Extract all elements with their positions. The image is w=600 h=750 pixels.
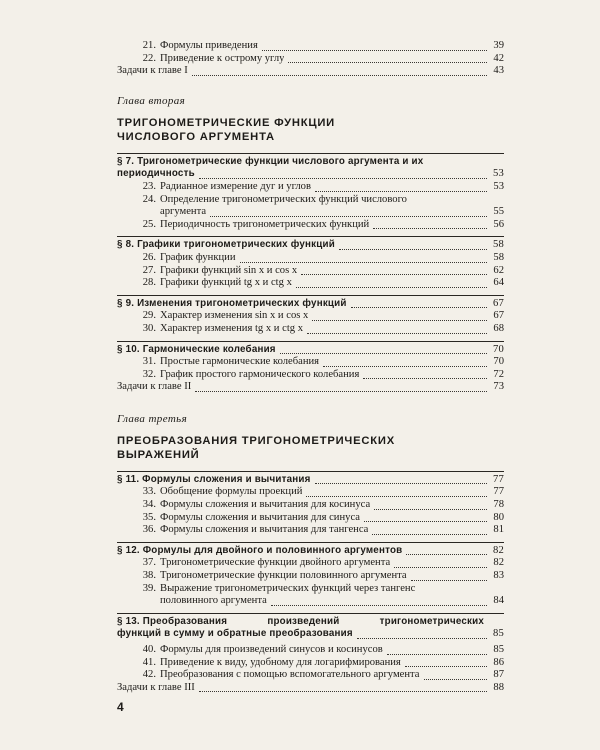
entry-number: 29. [142, 310, 156, 322]
chapter-title-line: ТРИГОНОМЕТРИЧЕСКИЕ ФУНКЦИИ [117, 116, 336, 129]
entry-title: Задачи к главе I [117, 65, 188, 77]
entry-number: 28. [142, 277, 156, 289]
toc-entry[interactable] [117, 570, 504, 583]
entry-title: Характер изменения tg x и ctg x [160, 322, 304, 334]
entry-title: График функции [160, 251, 236, 263]
toc-entry[interactable] [117, 40, 504, 53]
section-heading-text: § 11. Формулы сложения и вычитания [117, 473, 311, 485]
entry-number: 30. [142, 322, 156, 334]
entry-title: Выражение тригонометрических функций через тангенс [160, 582, 416, 594]
entry-title: Определение тригонометрических функций числового [160, 193, 407, 205]
dot-leader [364, 521, 487, 522]
dot-leader [315, 191, 487, 192]
chapter-tasks-entry[interactable] [117, 65, 504, 78]
entry-title: Формулы сложения и вычитания для синуса [160, 511, 360, 523]
section-page: 77 [493, 473, 504, 485]
dot-leader [363, 378, 487, 379]
dot-leader [301, 274, 487, 275]
entry-number: 31. [142, 356, 156, 368]
entry-page: 85 [493, 644, 504, 655]
section-8 [117, 236, 504, 289]
entry-title: Приведение к острому углу [160, 52, 285, 64]
toc-entry[interactable] [117, 277, 504, 290]
dot-leader [394, 567, 487, 568]
section-page: 70 [493, 343, 504, 355]
dot-leader [405, 666, 487, 667]
entry-title: Тригонометрические функции двойного аргумента [160, 557, 391, 569]
entry-title-continued: половинного аргумента [160, 595, 267, 607]
toc-entry[interactable] [117, 356, 504, 369]
entry-number: 23. [142, 180, 156, 192]
entry-title: Периодичность тригонометрических функций [160, 218, 370, 230]
entry-page: 82 [493, 557, 504, 569]
entry-page: 83 [493, 570, 504, 582]
section-13 [117, 613, 504, 682]
section-heading[interactable] [117, 298, 504, 311]
section-page: 67 [493, 297, 504, 309]
entry-number: 35. [142, 511, 156, 523]
entry-title: Графики функций tg x и ctg x [160, 277, 292, 289]
entry-page: 73 [493, 381, 504, 393]
entry-title: Обобщение формулы проекций [160, 486, 303, 498]
entry-page: 53 [493, 180, 504, 192]
entry-number: 39. [142, 582, 156, 594]
section-heading-word: тригонометрических [379, 615, 484, 627]
entry-number: 33. [142, 486, 156, 498]
toc-entry[interactable] [117, 181, 504, 194]
dot-leader [406, 554, 487, 555]
toc-entry[interactable] [117, 252, 504, 265]
toc-entry[interactable] [117, 310, 504, 323]
toc-entry[interactable] [117, 194, 504, 219]
toc-entry[interactable] [117, 265, 504, 278]
entry-number: 34. [142, 499, 156, 511]
entry-number: 41. [142, 656, 156, 668]
toc-entry[interactable] [117, 499, 504, 512]
section-heading-line: периодичность [117, 168, 195, 180]
entry-title: Приведение к виду, удобному для логарифмирования [160, 656, 401, 668]
entry-title: Простые гармонические колебания [160, 356, 320, 368]
toc-entry[interactable] [117, 53, 504, 66]
entry-number: 32. [142, 368, 156, 380]
dot-leader [195, 391, 487, 392]
entry-title: Задачи к главе II [117, 381, 192, 393]
entry-page: 70 [493, 356, 504, 368]
entry-page: 80 [493, 511, 504, 523]
entry-page: 84 [493, 595, 504, 607]
chapter-label: Глава вторая [117, 94, 186, 107]
chapter-title [117, 434, 504, 462]
entry-page: 81 [493, 524, 504, 536]
dot-leader [240, 262, 487, 263]
section-heading-text: § 8. Графики тригонометрических функций [117, 239, 335, 251]
dot-leader [315, 483, 487, 484]
entry-page: 55 [493, 206, 504, 218]
entry-number: 40. [142, 644, 156, 655]
section-page: 58 [493, 239, 504, 251]
entry-number: 26. [142, 251, 156, 263]
chapter-tasks-entry[interactable] [117, 381, 504, 394]
dot-leader [339, 249, 487, 250]
entry-title: Формулы сложения и вычитания для косинуса [160, 499, 371, 511]
dot-leader [323, 366, 487, 367]
section-page: 82 [493, 544, 504, 556]
entry-title: Формулы для произведений синусов и косинусов [160, 644, 383, 655]
dot-leader [280, 353, 487, 354]
dot-leader [312, 320, 487, 321]
dot-leader [262, 50, 487, 51]
toc-entry[interactable] [117, 512, 504, 525]
entry-number: 22. [142, 52, 156, 64]
entry-title: Формулы приведения [160, 40, 258, 51]
dot-leader [199, 178, 487, 179]
entry-title: Преобразования с помощью вспомогательного аргумента [160, 669, 420, 681]
entry-number: 25. [142, 218, 156, 230]
section-heading[interactable] [117, 239, 504, 252]
chapter-title-line: ПРЕОБРАЗОВАНИЯ ТРИГОНОМЕТРИЧЕСКИХ [117, 434, 395, 447]
section-heading[interactable] [117, 344, 504, 357]
toc-entry[interactable] [117, 323, 504, 336]
entry-number: 36. [142, 524, 156, 536]
entry-page: 88 [493, 681, 504, 693]
entry-page: 39 [493, 40, 504, 51]
dot-leader [424, 679, 487, 680]
dot-leader [387, 654, 487, 655]
chapter-title-line: ВЫРАЖЕНИЙ [117, 448, 200, 461]
chapter-label: Глава третья [117, 412, 188, 425]
entry-title: График простого гармонического колебания [160, 368, 360, 380]
toc-entry[interactable] [117, 657, 504, 670]
toc-entry[interactable] [117, 219, 504, 232]
toc-entry[interactable] [117, 583, 504, 608]
section-heading-text: § 9. Изменения тригонометрических функций [117, 297, 347, 309]
entry-number: 37. [142, 557, 156, 569]
entry-page: 86 [493, 656, 504, 668]
entry-number: 24. [142, 193, 156, 205]
entry-page: 58 [493, 251, 504, 263]
chapter-title-line: ЧИСЛОВОГО АРГУМЕНТА [117, 130, 275, 143]
entry-page: 77 [493, 486, 504, 498]
dot-leader [288, 62, 487, 63]
entry-title: Графики функций sin x и cos x [160, 264, 298, 276]
dot-leader [307, 333, 487, 334]
section-heading-word: § 13. Преобразования [117, 615, 228, 627]
entry-title: Задачи к главе III [117, 681, 195, 693]
section-11 [117, 471, 504, 537]
section-heading-line: функций в сумму и обратные преобразования [117, 628, 353, 640]
entry-number: 42. [142, 669, 156, 681]
entry-title: Характер изменения sin x и cos x [160, 310, 309, 322]
chapter-tasks-entry[interactable] [117, 682, 504, 695]
dot-leader [192, 75, 487, 76]
entry-number: 27. [142, 264, 156, 276]
dot-leader [351, 307, 487, 308]
entry-page: 72 [493, 368, 504, 380]
entry-number: 38. [142, 570, 156, 582]
section-10 [117, 341, 504, 382]
entry-page: 42 [493, 52, 504, 64]
dot-leader [373, 228, 487, 229]
chapter-title [117, 116, 504, 144]
section-heading[interactable] [117, 474, 504, 487]
dot-leader [296, 287, 487, 288]
section-heading[interactable] [117, 545, 504, 558]
dot-leader [199, 691, 487, 692]
page-number: 4 [117, 700, 124, 714]
section-heading-line: § 7. Тригонометрические функции числового аргумента и их [117, 155, 424, 167]
dot-leader [411, 580, 487, 581]
table-of-contents [117, 40, 504, 694]
dot-leader [210, 216, 487, 217]
entry-page: 87 [493, 669, 504, 681]
entry-title: Радианное измерение дуг и углов [160, 180, 311, 192]
entry-page: 64 [493, 277, 504, 289]
section-heading[interactable] [117, 616, 504, 641]
dot-leader [357, 638, 487, 639]
section-heading-word: произведений [267, 615, 340, 627]
section-12 [117, 542, 504, 608]
entry-number: 21. [142, 40, 156, 51]
entry-page: 56 [493, 218, 504, 230]
dot-leader [374, 509, 487, 510]
toc-entry[interactable] [117, 644, 504, 657]
entry-page: 68 [493, 322, 504, 334]
entry-title: Тригонометрические функции половинного аргумента [160, 570, 407, 582]
section-heading-text: § 12. Формулы для двойного и половинного аргументов [117, 544, 403, 556]
entry-page: 62 [493, 264, 504, 276]
dot-leader [271, 605, 487, 606]
entry-page: 43 [493, 65, 504, 77]
toc-entry[interactable] [117, 524, 504, 537]
entry-title-continued: аргумента [160, 206, 207, 218]
section-9 [117, 295, 504, 336]
section-heading-text: § 10. Гармонические колебания [117, 343, 276, 355]
section-7 [117, 153, 504, 232]
entry-title: Формулы сложения и вычитания для тангенса [160, 524, 369, 536]
section-page: 85 [493, 628, 504, 640]
entry-page: 67 [493, 310, 504, 322]
toc-entry[interactable] [117, 369, 504, 382]
toc-entry[interactable] [117, 486, 504, 499]
dot-leader [372, 534, 487, 535]
toc-entry[interactable] [117, 557, 504, 570]
section-heading[interactable] [117, 156, 504, 181]
section-page: 53 [493, 168, 504, 180]
dot-leader [306, 496, 487, 497]
toc-entry[interactable] [117, 669, 504, 682]
entry-page: 78 [493, 499, 504, 511]
